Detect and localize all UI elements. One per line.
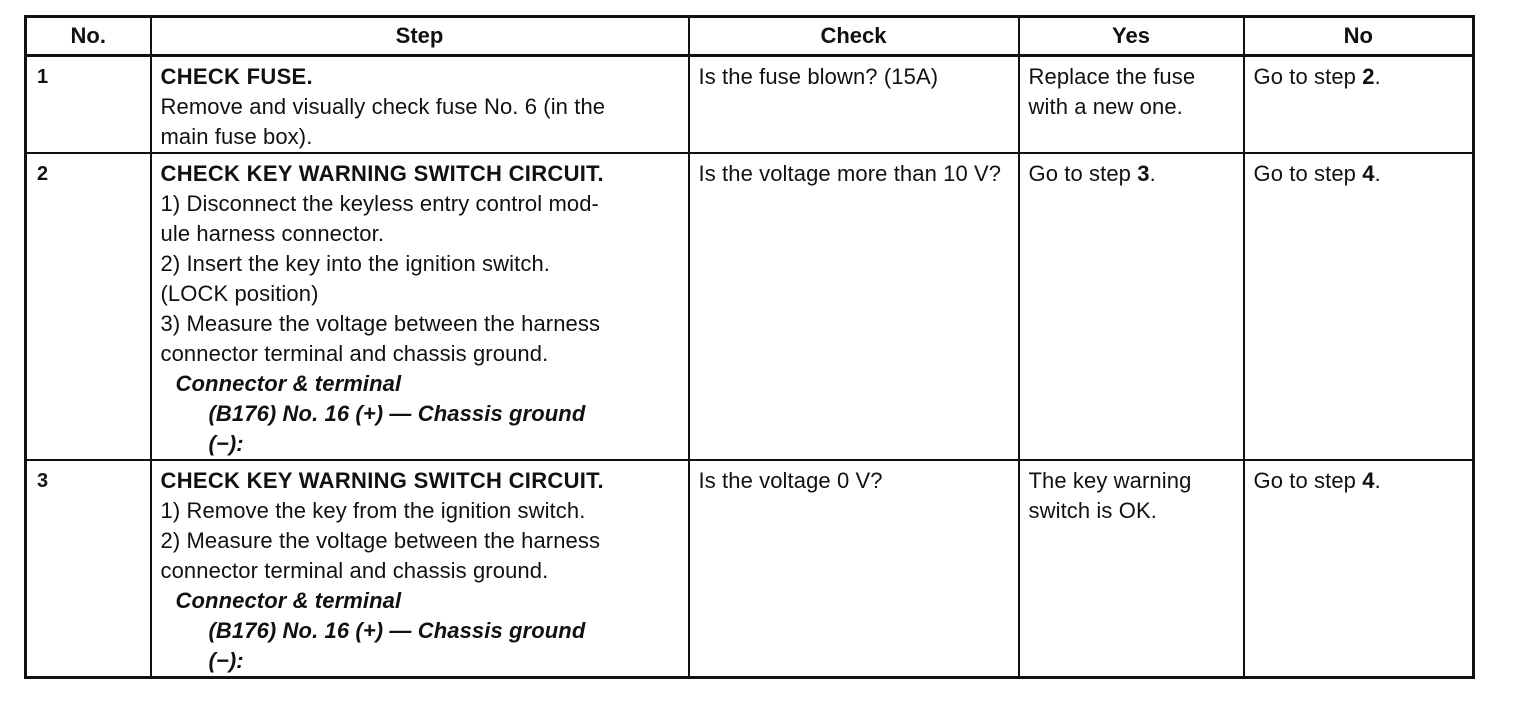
step-line: ule harness connector.: [160, 221, 385, 246]
step-line: connector terminal and chassis ground.: [160, 558, 549, 583]
yes-text: [1020, 154, 1243, 189]
yes-prefix: Go to step: [1028, 161, 1138, 186]
header-step: Step: [151, 17, 689, 56]
step-number: 3: [37, 470, 49, 492]
check-text: Is the fuse blown? (15A): [698, 64, 939, 89]
step-line: (LOCK position): [160, 281, 319, 306]
no-cell: [1244, 460, 1474, 678]
yes-cell: [1019, 153, 1244, 460]
goto-step-number: 3: [1137, 161, 1150, 186]
step-line: main fuse box).: [160, 124, 313, 149]
connector-terminal-polarity: (−):: [208, 648, 244, 673]
table-row: [26, 153, 1474, 460]
header-yes: Yes: [1019, 17, 1244, 56]
step-number-cell: [26, 153, 151, 460]
yes-suffix: .: [1149, 161, 1156, 186]
step-number: 1: [37, 66, 49, 88]
step-line: 1) Remove the key from the ignition switch.: [160, 498, 586, 523]
header-no-result: No: [1244, 17, 1474, 56]
table-row: [26, 460, 1474, 678]
yes-text: Replace the fuse with a new one.: [1028, 64, 1196, 119]
step-line: 2) Insert the key into the ignition switch.: [160, 251, 550, 276]
no-text: [1245, 461, 1473, 496]
header-check: Check: [689, 17, 1019, 56]
header-row: [26, 17, 1474, 56]
yes-text: The key warning switch is OK.: [1028, 468, 1192, 523]
step-line: 2) Measure the voltage between the harness: [160, 528, 601, 553]
yes-cell: [1019, 56, 1244, 154]
step-cell: [151, 153, 689, 460]
no-text: [1245, 154, 1473, 189]
step-number-cell: [26, 460, 151, 678]
step-cell: [151, 56, 689, 154]
check-cell: [689, 56, 1019, 154]
step-line: Remove and visually check fuse No. 6 (in the: [160, 94, 606, 119]
connector-terminal: (B176) No. 16 (+) — Chassis ground: [208, 618, 586, 643]
check-text: Is the voltage more than 10 V?: [698, 161, 1002, 186]
goto-step-number: 4: [1362, 468, 1375, 493]
no-prefix: Go to step: [1253, 468, 1363, 493]
connector-heading: Connector & terminal: [175, 371, 402, 396]
connector-heading: Connector & terminal: [175, 588, 402, 613]
table-row: [26, 56, 1474, 154]
diagnostic-table: [24, 15, 1475, 679]
step-line: 3) Measure the voltage between the harness: [160, 311, 601, 336]
no-cell: [1244, 56, 1474, 154]
step-title: CHECK KEY WARNING SWITCH CIRCUIT.: [160, 468, 604, 493]
step-cell: [151, 460, 689, 678]
check-cell: [689, 153, 1019, 460]
no-suffix: .: [1374, 468, 1381, 493]
connector-terminal-polarity: (−):: [208, 431, 244, 456]
step-number: 2: [37, 163, 49, 185]
step-line: 1) Disconnect the keyless entry control mod-: [160, 191, 599, 216]
no-prefix: Go to step: [1253, 64, 1363, 89]
yes-cell: [1019, 460, 1244, 678]
goto-step-number: 2: [1362, 64, 1375, 89]
no-text: [1245, 57, 1473, 92]
step-number-cell: [26, 56, 151, 154]
goto-step-number: 4: [1362, 161, 1375, 186]
step-line: connector terminal and chassis ground.: [160, 341, 549, 366]
step-title: CHECK FUSE.: [160, 64, 313, 89]
step-title: CHECK KEY WARNING SWITCH CIRCUIT.: [160, 161, 604, 186]
check-text: Is the voltage 0 V?: [698, 468, 883, 493]
no-prefix: Go to step: [1253, 161, 1363, 186]
check-cell: [689, 460, 1019, 678]
header-no: No.: [26, 17, 151, 56]
no-cell: [1244, 153, 1474, 460]
no-suffix: .: [1374, 64, 1381, 89]
no-suffix: .: [1374, 161, 1381, 186]
connector-terminal: (B176) No. 16 (+) — Chassis ground: [208, 401, 586, 426]
